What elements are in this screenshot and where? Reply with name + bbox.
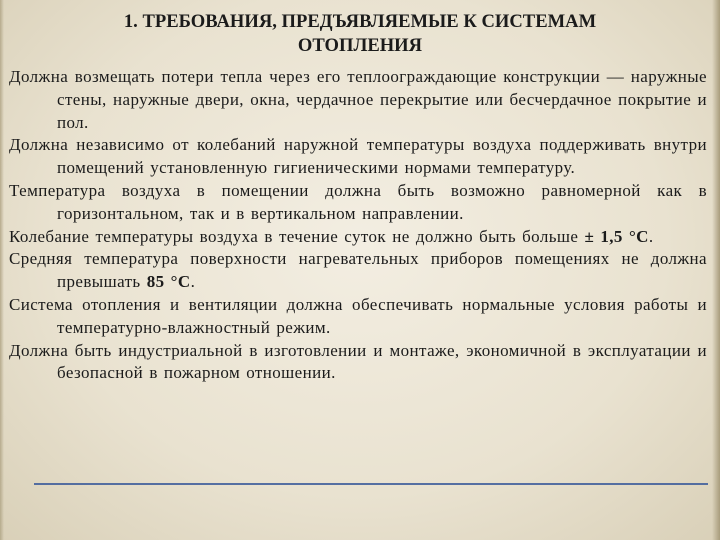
slide-right-edge bbox=[712, 0, 720, 540]
requirement-stable-temperature: Должна независимо от колебаний наружной температуры воздуха поддерживать внутри помещений установленную гигиеническими нормами температуру. bbox=[9, 135, 707, 178]
requirement-daily-fluctuation-end: . bbox=[648, 226, 654, 246]
strikethrough-line bbox=[34, 483, 708, 485]
slide-title-line-2: ОТОПЛЕНИЯ bbox=[297, 35, 423, 56]
requirement-heat-loss: Должна возмещать потери тепла через его теплоограждающие конструкции — наружные стены, наружные двери, окна, чердачное перекрытие или бесчердачное покрытие и пол. bbox=[9, 67, 707, 132]
slide-title-line-1: 1. ТРЕБОВАНИЯ, ПРЕДЪЯВЛЯЕМЫЕ К СИСТЕМАМ bbox=[123, 11, 597, 32]
requirement-heater-surface bbox=[9, 248, 707, 294]
requirement-heater-surface-text: Средняя температура поверхности нагревательных приборов помещениях не должна превышать bbox=[9, 249, 707, 292]
requirement-daily-fluctuation-text: Колебание температуры воздуха в течение суток не должно быть больше bbox=[9, 226, 585, 246]
slide-left-edge bbox=[0, 0, 4, 540]
requirement-daily-fluctuation bbox=[9, 226, 707, 249]
requirement-working-conditions: Система отопления и вентиляции должна обеспечивать нормальные условия работы и температурно-влажностный режим. bbox=[9, 294, 707, 337]
slide-title bbox=[40, 10, 680, 58]
requirement-industrial-safe: Должна быть индустриальной в изготовлении и монтаже, экономичной в эксплуатации и безопасной в пожарном отношении. bbox=[9, 340, 707, 383]
requirements-list bbox=[9, 66, 707, 385]
requirement-heater-surface-end: . bbox=[190, 272, 196, 292]
heater-surface-limit-value: 85 °С bbox=[146, 272, 191, 292]
requirement-uniform-temperature: Температура воздуха в помещении должна быть возможно равномерной как в горизонтальном, так и в вертикальном направлении. bbox=[9, 180, 707, 223]
fluctuation-limit-value: ± 1,5 °С bbox=[584, 226, 649, 246]
